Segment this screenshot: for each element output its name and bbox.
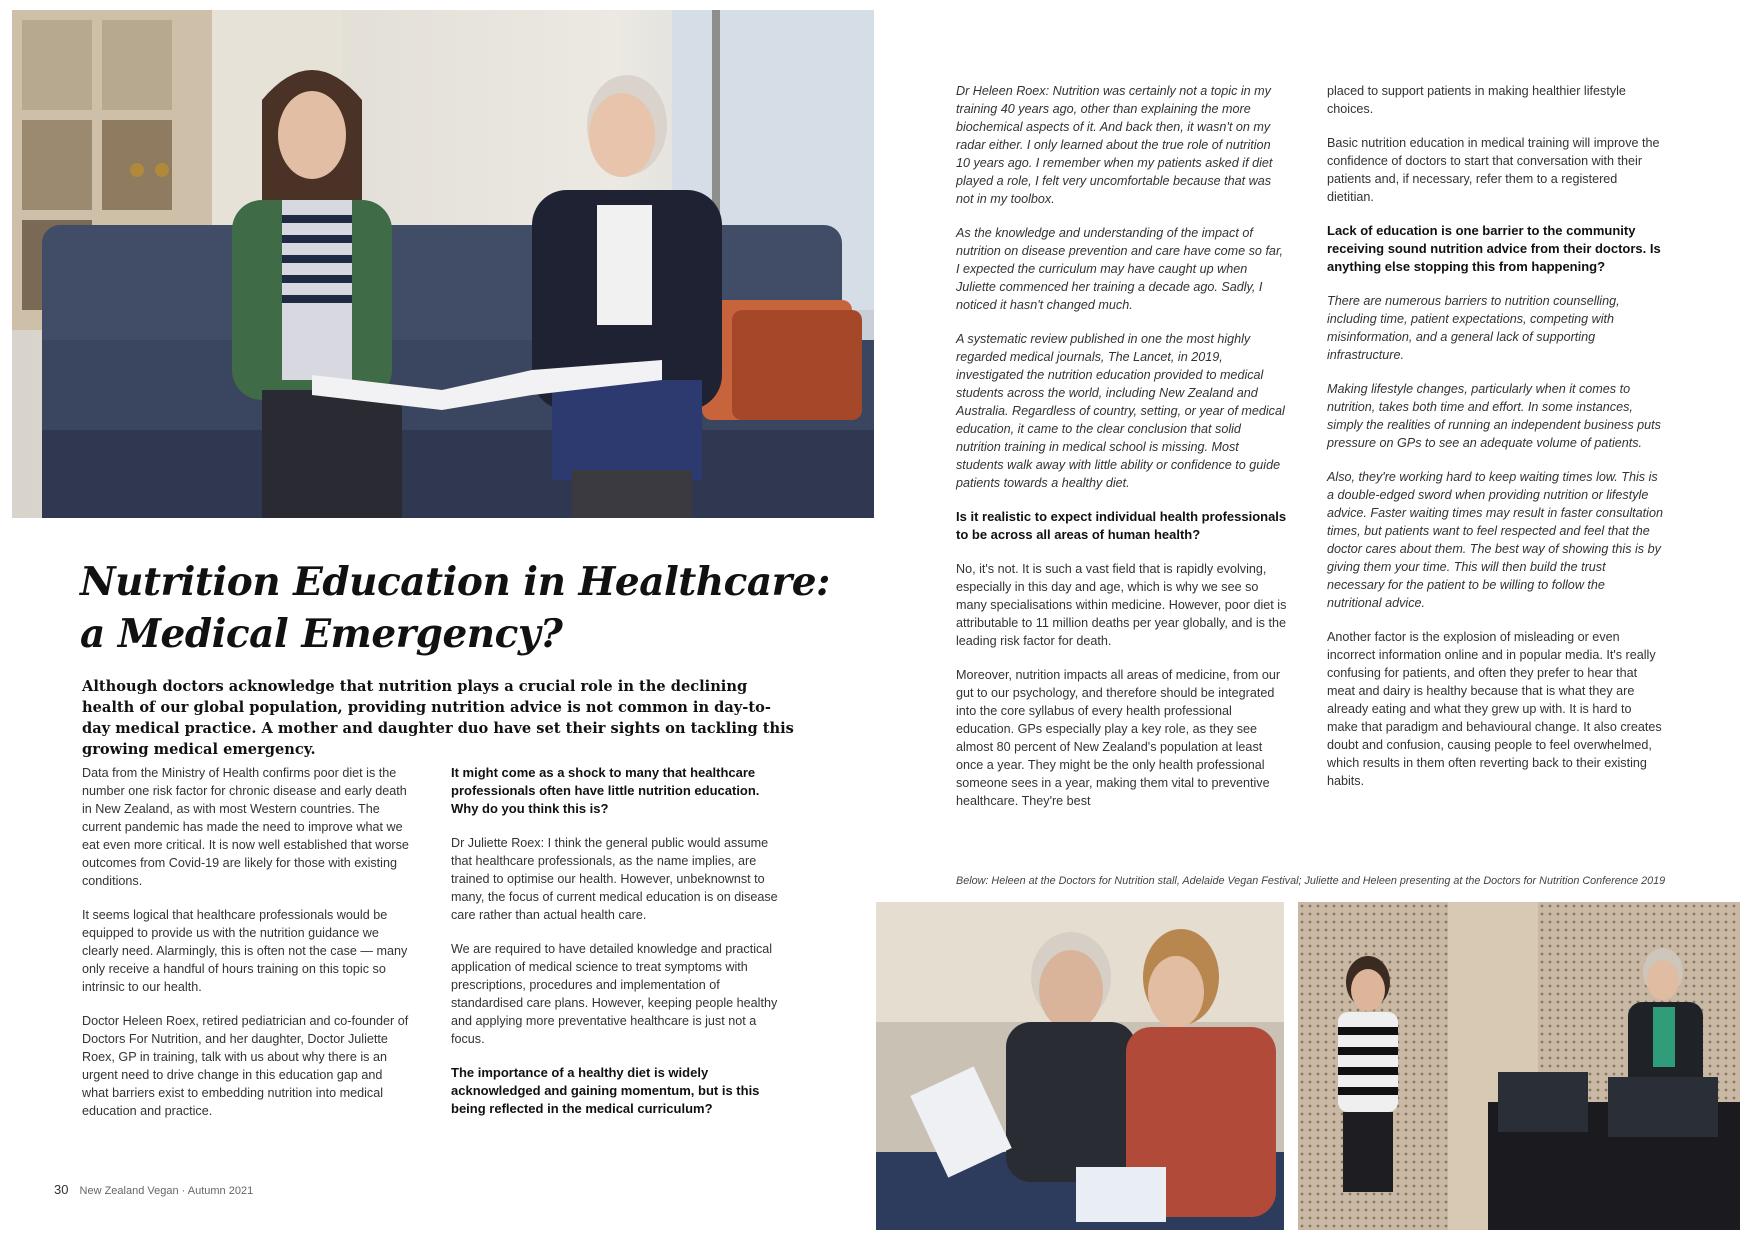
paragraph: Doctor Heleen Roex, retired pediatrician and co-founder of Doctors For Nutrition, and her daughter, Doctor Juliette Roex, GP in training, talk with us about why there is an urgent need to drive change in this education gap and what barriers exist to embedding nutrition into medical education and practice. (82, 1014, 409, 1118)
paragraph: Another factor is the explosion of misleading or even incorrect information online and in popular media. It's really confusing for patients, and often they prefer to hear that meat and dairy is healthy because that is what they are already eating and what they grew up with. It is hard to make that paradigm and behavioural change. It also creates doubt and confusion, causing people to feel overwhelmed, which results in them often reverting back to their existing habits. (1327, 630, 1662, 788)
paragraph: placed to support patients in making healthier lifestyle choices. (1327, 84, 1626, 116)
column-4 (1327, 82, 1663, 806)
paragraph: It seems logical that healthcare professionals would be equipped to provide us with the nutrition guidance we clearly need. Alarmingly, this is often not the case — many only receive a handful of hours training on this topic so intrinsic to our health. (82, 908, 408, 994)
question: Is it realistic to expect individual health professionals to be across all areas of human health? (956, 509, 1287, 542)
question: It might come as a shock to many that healthcare professionals often have little nutrition education. Why do you think this is? (451, 765, 760, 816)
paragraph: Data from the Ministry of Health confirms poor diet is the number one risk factor for chronic disease and early death in New Zealand, as with most Western countries. The current pandemic has made the need to improve what we eat even more critical. It is now well established that worse outcomes from Covid-19 are likely for those with existing conditions. (82, 766, 409, 888)
conference-photo-art (1298, 902, 1740, 1230)
publication-name: New Zealand Vegan · Autumn 2021 (79, 1185, 254, 1197)
paragraph: Basic nutrition education in medical training will improve the confidence of doctors to start that conversation with their patients and, if necessary, refer them to a registered dietitian. (1327, 136, 1660, 204)
article-title (80, 556, 840, 660)
conference-photo (1298, 902, 1740, 1230)
paragraph: Dr Juliette Roex: I think the general public would assume that healthcare professionals, as the name implies, are trained to optimise our health. However, unbeknownst to many, the focus of current medical education is on disease care rather than actual health care. (451, 836, 778, 922)
question: Lack of education is one barrier to the community receiving sound nutrition advice from their doctors. Is anything else stopping this from happening? (1327, 223, 1661, 274)
paragraph: Making lifestyle changes, particularly when it comes to nutrition, takes both time and effort. In some instances, simply the realities of running an independent business puts pressure on GPs to see an adequate volume of patients. (1327, 382, 1661, 450)
paragraph: We are required to have detailed knowledge and practical application of medical science to treat symptoms with prescriptions, procedures and implementation of standardised care plans. However, keeping people healthy and applying more preventative healthcare is just not a focus. (451, 942, 778, 1046)
paragraph: Moreover, nutrition impacts all areas of medicine, from our gut to our psychology, and therefore should be integrated into the core syllabus of every health professional education. GPs especially play a key role, as they see almost 80 percent of New Zealand's population at least once a year. They might be the only health professional someone sees in a year, making them vital to preventive healthcare. They're best (956, 668, 1281, 808)
stall-photo-art (876, 902, 1284, 1230)
question: The importance of a healthy diet is widely acknowledged and gaining momentum, but is this being reflected in the medical curriculum? (451, 1065, 760, 1116)
title-line-2: a Medical Emergency? (80, 611, 563, 657)
photo-caption: Below: Heleen at the Doctors for Nutrition stall, Adelaide Vegan Festival; Juliette and Heleen presenting at the Doctors for Nutrition Conference 2019 (956, 875, 1666, 887)
paragraph: There are numerous barriers to nutrition counselling, including time, patient expectations, competing with misinformation, and a general lack of supporting infrastructure. (1327, 294, 1620, 362)
paragraph: As the knowledge and understanding of the impact of nutrition on disease prevention and care have come so far, I expected the curriculum may have caught up when Juliette commenced her training a decade ago. Sadly, I noticed it hasn't changed much. (956, 226, 1283, 312)
paragraph: Dr Heleen Roex: Nutrition was certainly not a topic in my training 40 years ago, other than explaining the more biochemical aspects of it. And back then, it wasn't on my radar either. I only learned about the true role of nutrition 10 years ago. I remember when my patients asked if diet played a role, I felt very uncomfortable because that was not in my toolbox. (956, 84, 1273, 206)
paragraph: Also, they're working hard to keep waiting times low. This is a double-edged sword when providing nutrition or lifestyle advice. Faster waiting times may result in faster consultation times, but patients want to feel respected and feel that the doctor cares about them. The best way of showing this is by giving them your time. This will then build the trust necessary for the patient to be willing to follow the nutritional advice. (1327, 470, 1663, 610)
page-number: 30 (54, 1182, 69, 1197)
hero-photo-art (12, 10, 874, 518)
paragraph: No, it's not. It is such a vast field that is rapidly evolving, especially in this day and age, which is why we see so many specialisations within medicine. However, poor diet is attributable to 11 million deaths per year globally, and is the leading risk factor for death. (956, 562, 1287, 648)
stall-photo (876, 902, 1284, 1230)
page-footer (54, 1182, 253, 1197)
column-1 (82, 764, 412, 1136)
column-2 (451, 764, 781, 1134)
paragraph: A systematic review published in one the most highly regarded medical journals, The Lancet, in 2019, investigated the nutrition education provided to medical students across the world, including New Zealand and Australia. Regardless of country, setting, or year of medical education, it came to the clear conclusion that solid nutrition training in medical school is missing. Most students walk away with little ability or confidence to guide patients towards a healthy diet. (956, 332, 1285, 490)
article-intro: Although doctors acknowledge that nutrition plays a crucial role in the declining health of our global population, providing nutrition advice is not common in day-to-day medical practice. A mother and daughter duo have set their sights on tackling this growing medical emergency. (82, 678, 794, 758)
hero-photo (12, 10, 874, 518)
column-3 (956, 82, 1288, 826)
title-line-1: Nutrition Education in Healthcare: (80, 559, 830, 605)
